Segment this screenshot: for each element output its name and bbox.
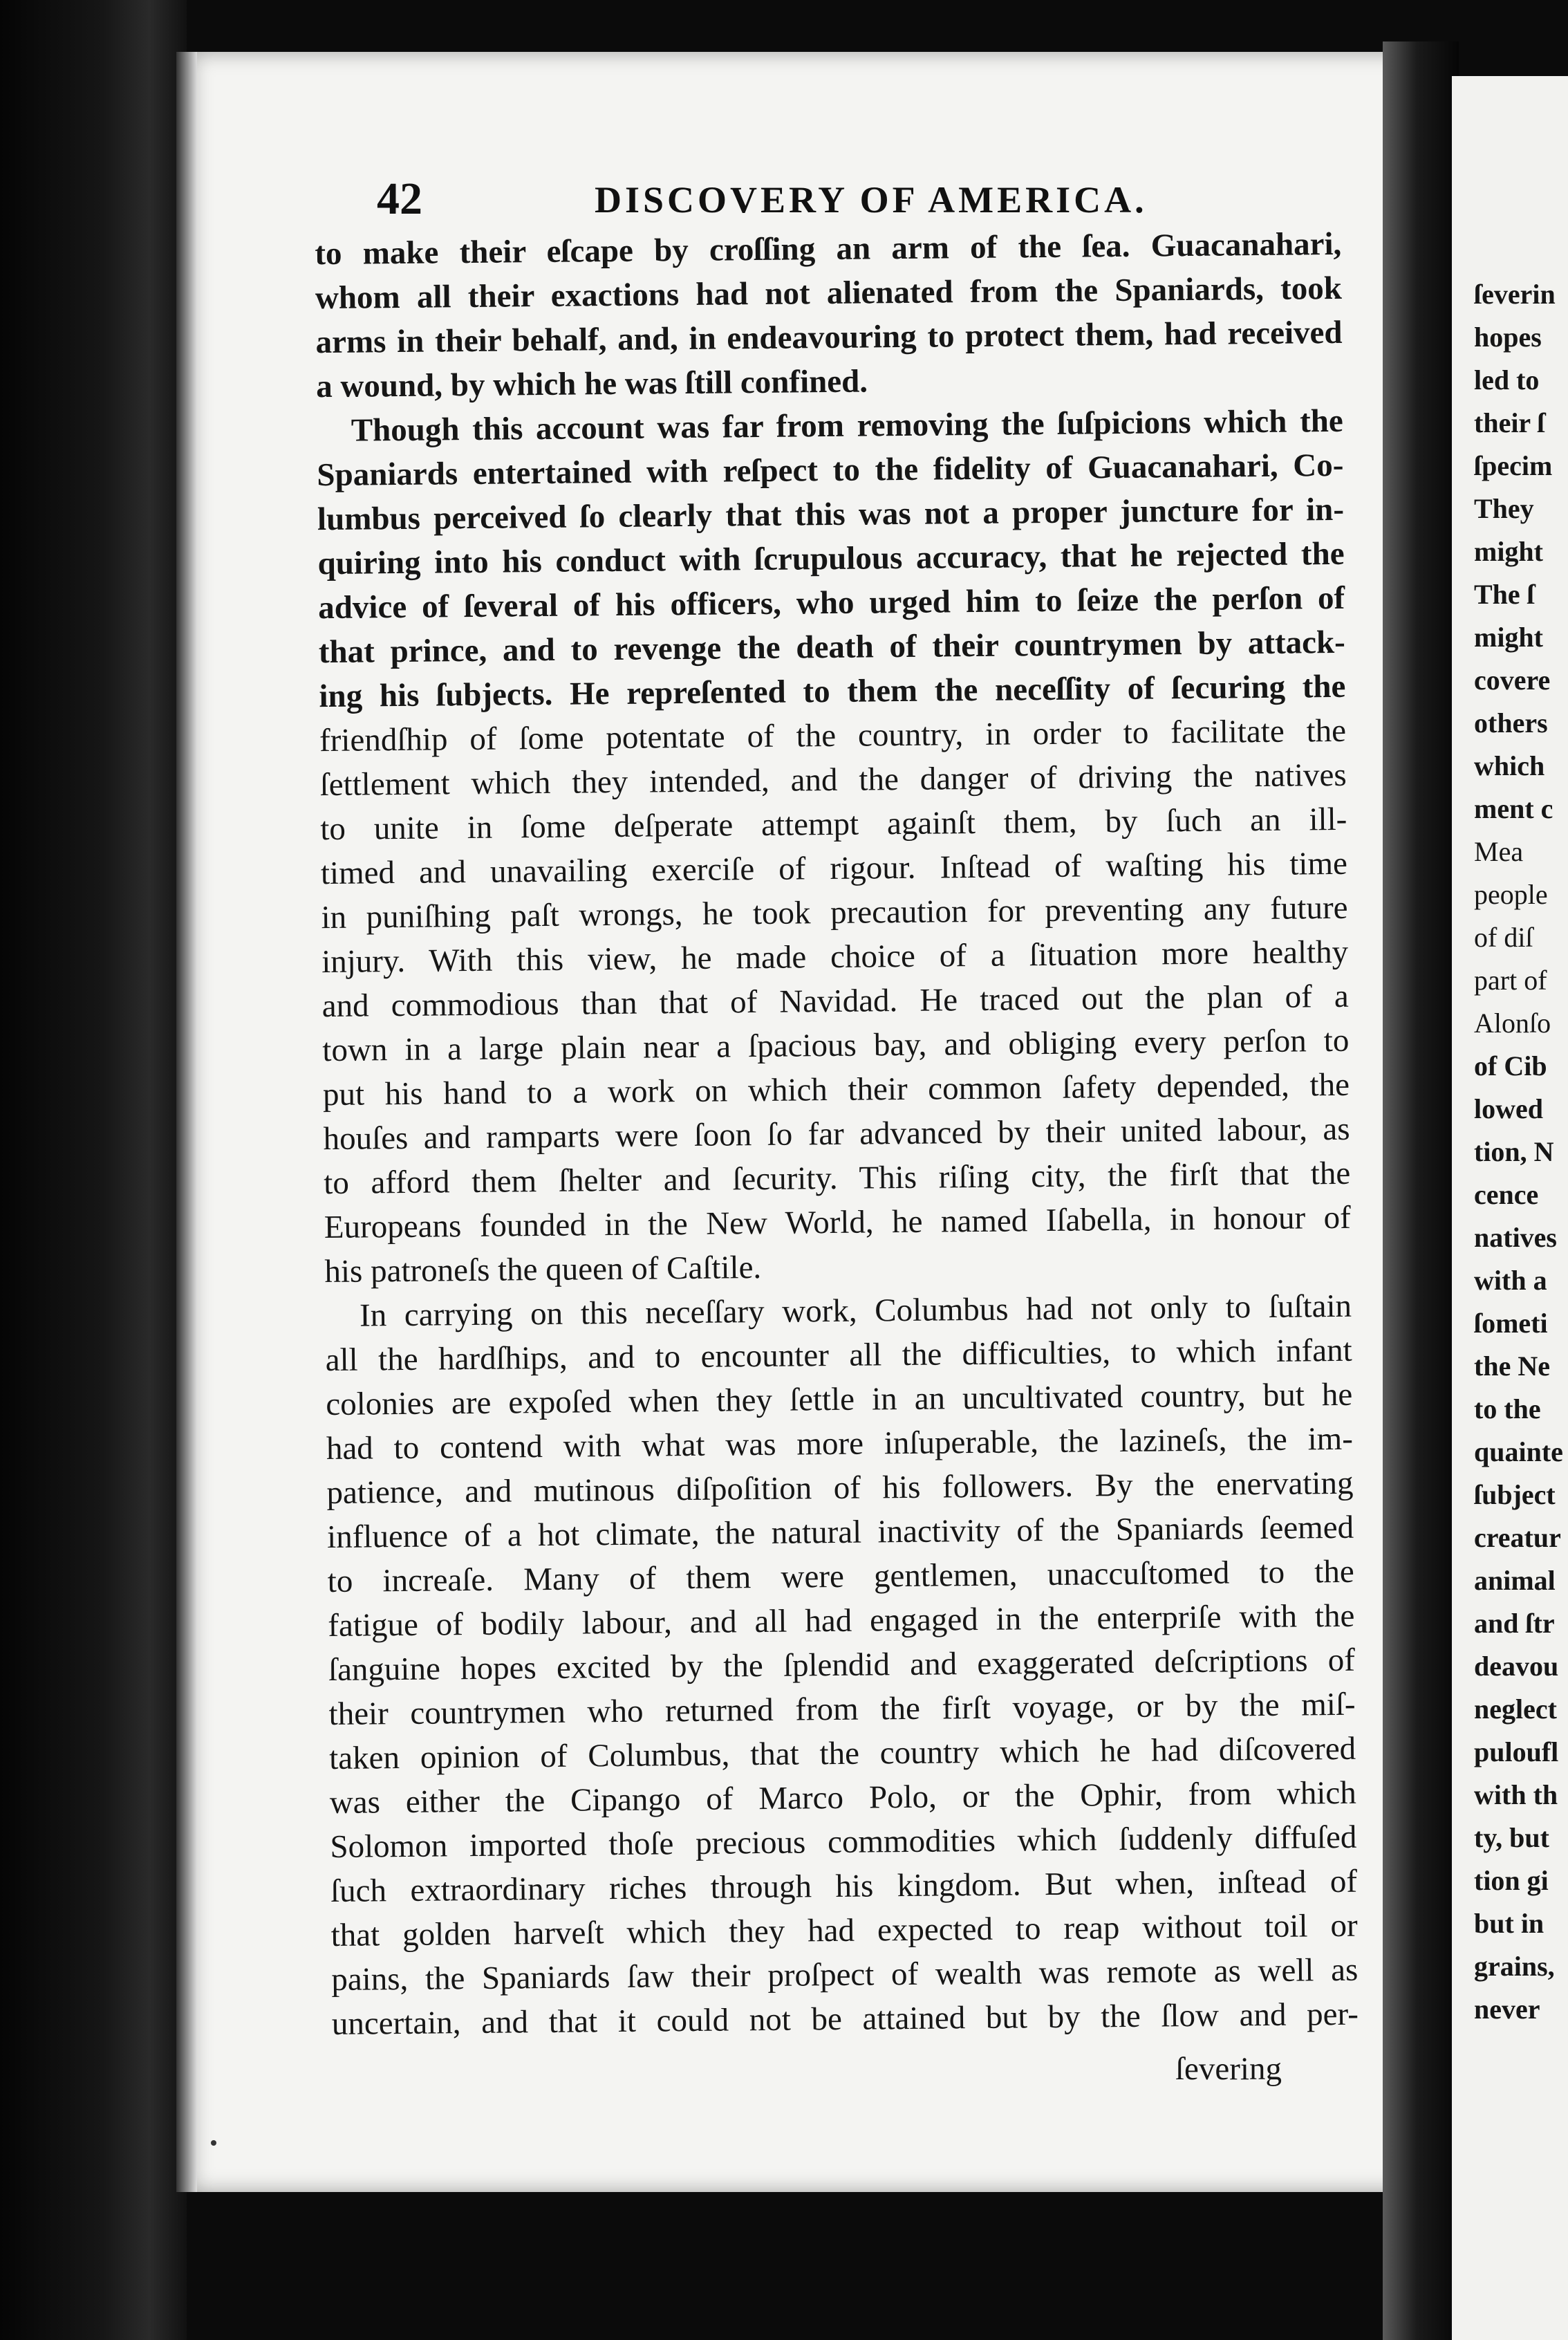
text-line: quiring into his conduct with ſcrupulous accuracy, that he rejected the [317,535,1345,582]
text-line: Europeans founded in the New World, he named Iſabella, in honour of [324,1199,1352,1246]
facing-page-line: Alonſo [1474,1008,1551,1039]
text-line: colonies are expoſed when they ſettle in an uncultivated country, but he [326,1376,1353,1423]
facing-page-line: natives [1474,1222,1557,1253]
text-line: his patroneſs the queen of Caſtile. [324,1249,762,1290]
text-line: their countrymen who returned from the firſt voyage, or by the miſ- [328,1686,1356,1733]
page-fold-shadow [176,52,197,2192]
facing-page-line: creatur [1474,1522,1561,1553]
text-line: to afford them ſhelter and ſecurity. This riſing city, the firſt that the [323,1155,1351,1202]
facing-page-line: They [1474,493,1534,524]
facing-page-line: ment c [1474,793,1553,824]
text-line: In carrying on this neceſſary work, Columbus had not only to ſuſtain [359,1288,1352,1334]
text-line: ſanguine hopes excited by the ſplendid and exaggerated deſcriptions of [328,1642,1356,1689]
facing-page-line: led to [1474,364,1540,396]
text-line: town in a large plain near a ſpacious bay, and obliging every perſon to [322,1022,1350,1069]
text-line: ſuch extraordinary riches through his kingdom. But when, inſtead of [330,1863,1358,1910]
facing-page-line: with th [1474,1779,1558,1810]
book-gutter [1383,41,1459,2340]
body-text [315,222,1359,2046]
text-line: that prince, and to revenge the death of their countrymen by attack- [318,624,1346,671]
text-line: to make their eſcape by croſſing an arm of the ſea. Guacanahari, [315,225,1342,272]
text-line: had to contend with what was more inſuperable, the lazineſs, the im- [326,1420,1354,1467]
facing-page-line: lowed [1474,1093,1543,1124]
facing-page-line: might [1474,536,1543,567]
text-line: and commodious than that of Navidad. He traced out the plan of a [321,978,1349,1025]
text-line: ing his ſubjects. He repreſented to them the neceſſity of ſecuring the [319,668,1346,715]
text-line: timed and unavailing exerciſe of rigour. Inſtead of waſting his time [320,845,1348,892]
facing-page-line: of diſ [1474,922,1533,953]
facing-page-line: Mea [1474,836,1524,867]
facing-page-line: part of [1474,965,1547,996]
text-line: all the hardſhips, and to encounter all the difficulties, to which infant [325,1332,1352,1379]
book-binding-edge [0,0,187,2340]
facing-page-line: but in [1474,1908,1544,1939]
facing-page-line: people [1474,879,1548,910]
text-line: fatigue of bodily labour, and all had engaged in the enterpriſe with the [328,1597,1355,1644]
text-line: in puniſhing paſt wrongs, he took precaution for preventing any future [321,889,1348,936]
text-line: to increaſe. Many of them were gentlemen, unaccuſtomed to the [327,1553,1354,1600]
facing-page-line: grains, [1474,1951,1555,1982]
text-line: Though this account was far from removing the ſuſpicions which the [351,402,1343,449]
facing-page-line: ſpecim [1474,450,1553,481]
text-line: that golden harveſt which they had expected to reap without toil or [330,1907,1358,1954]
text-line: uncertain, and that it could not be attained but by the ſlow and per- [331,1996,1359,2043]
text-line: Solomon imported thoſe precious commodities which ſuddenly diffuſed [330,1819,1357,1866]
text-line: influence of a hot climate, the natural inactivity of the Spaniards ſeemed [326,1509,1354,1556]
text-line: whom all their exactions had not alienated from the Spaniards, took [315,270,1343,317]
text-line: friendſhip of ſome potentate of the country, in order to facilitate the [319,712,1347,759]
text-line: was either the Cipango of Marco Polo, or the Ophir, from which [329,1774,1357,1821]
facing-page-line: cence [1474,1179,1539,1210]
facing-page-text [1474,273,1568,2031]
facing-page-line: puloufl [1474,1736,1559,1767]
facing-page-line: animal [1474,1565,1556,1596]
facing-page-line: the Ne [1474,1350,1550,1382]
facing-page-line: of Cib [1474,1050,1547,1081]
text-line: arms in their behalf, and, in endeavouring to protect them, had received [315,314,1343,361]
text-line: Spaniards entertained with reſpect to the fidelity of Guacanahari, Co- [317,447,1344,494]
text-line: houſes and ramparts were ſoon ſo far advanced by their united labour, as [323,1111,1350,1158]
facing-page-line: and ſtr [1474,1608,1555,1639]
facing-page-line: The ſ [1474,579,1535,610]
text-line: patience, and mutinous diſpoſition of his followers. By the enervating [326,1465,1354,1512]
text-line: to unite in ſome deſperate attempt againſt them, by ſuch an ill- [320,801,1347,848]
facing-page-line: ty, but [1474,1822,1549,1853]
page-number: 42 [377,174,422,224]
text-line: advice of ſeveral of his officers, who urged him to ſeize the perſon of [318,579,1345,626]
facing-page-line: quainte [1474,1436,1563,1467]
facing-page-line: their ſ [1474,407,1545,438]
facing-page-line: tion, N [1474,1136,1554,1167]
running-head [377,173,1386,228]
facing-page-line: neglect [1474,1693,1557,1725]
text-line: put his hand to a work on which their common ſafety depended, the [322,1066,1350,1113]
text-line: injury. With this view, he made choice of a ſituation more healthy [321,934,1349,981]
page-header: DISCOVERY OF AMERICA. [595,179,1148,221]
ink-speck [211,2140,216,2146]
facing-page-line: never [1474,1994,1540,2025]
facing-page-line: covere [1474,665,1551,696]
facing-page-line: ſometi [1474,1308,1548,1339]
facing-page-line: tion gi [1474,1865,1549,1896]
catchword: ſevering [1175,2051,1282,2087]
text-line: a wound, by which he was ſtill confined. [315,363,868,405]
text-line: pains, the Spaniards ſaw their proſpect of wealth was remote as well as [331,1951,1359,1998]
text-line: taken opinion of Columbus, that the country which he had diſcovered [328,1730,1356,1777]
facing-page-line: might [1474,622,1543,653]
facing-page-line: ſeverin [1474,279,1556,310]
facing-page-line: others [1474,707,1548,739]
facing-page-line: which [1474,750,1545,781]
facing-page-line: with a [1474,1265,1547,1296]
facing-page-line: to the [1474,1393,1541,1424]
facing-page-line: deavou [1474,1651,1559,1682]
text-line: lumbus perceived ſo clearly that this was not a proper juncture for in- [317,491,1345,538]
text-line: ſettlement which they intended, and the danger of driving the natives [319,756,1347,804]
facing-page-line: hopes [1474,322,1542,353]
facing-page-line: ſubject [1474,1479,1556,1510]
